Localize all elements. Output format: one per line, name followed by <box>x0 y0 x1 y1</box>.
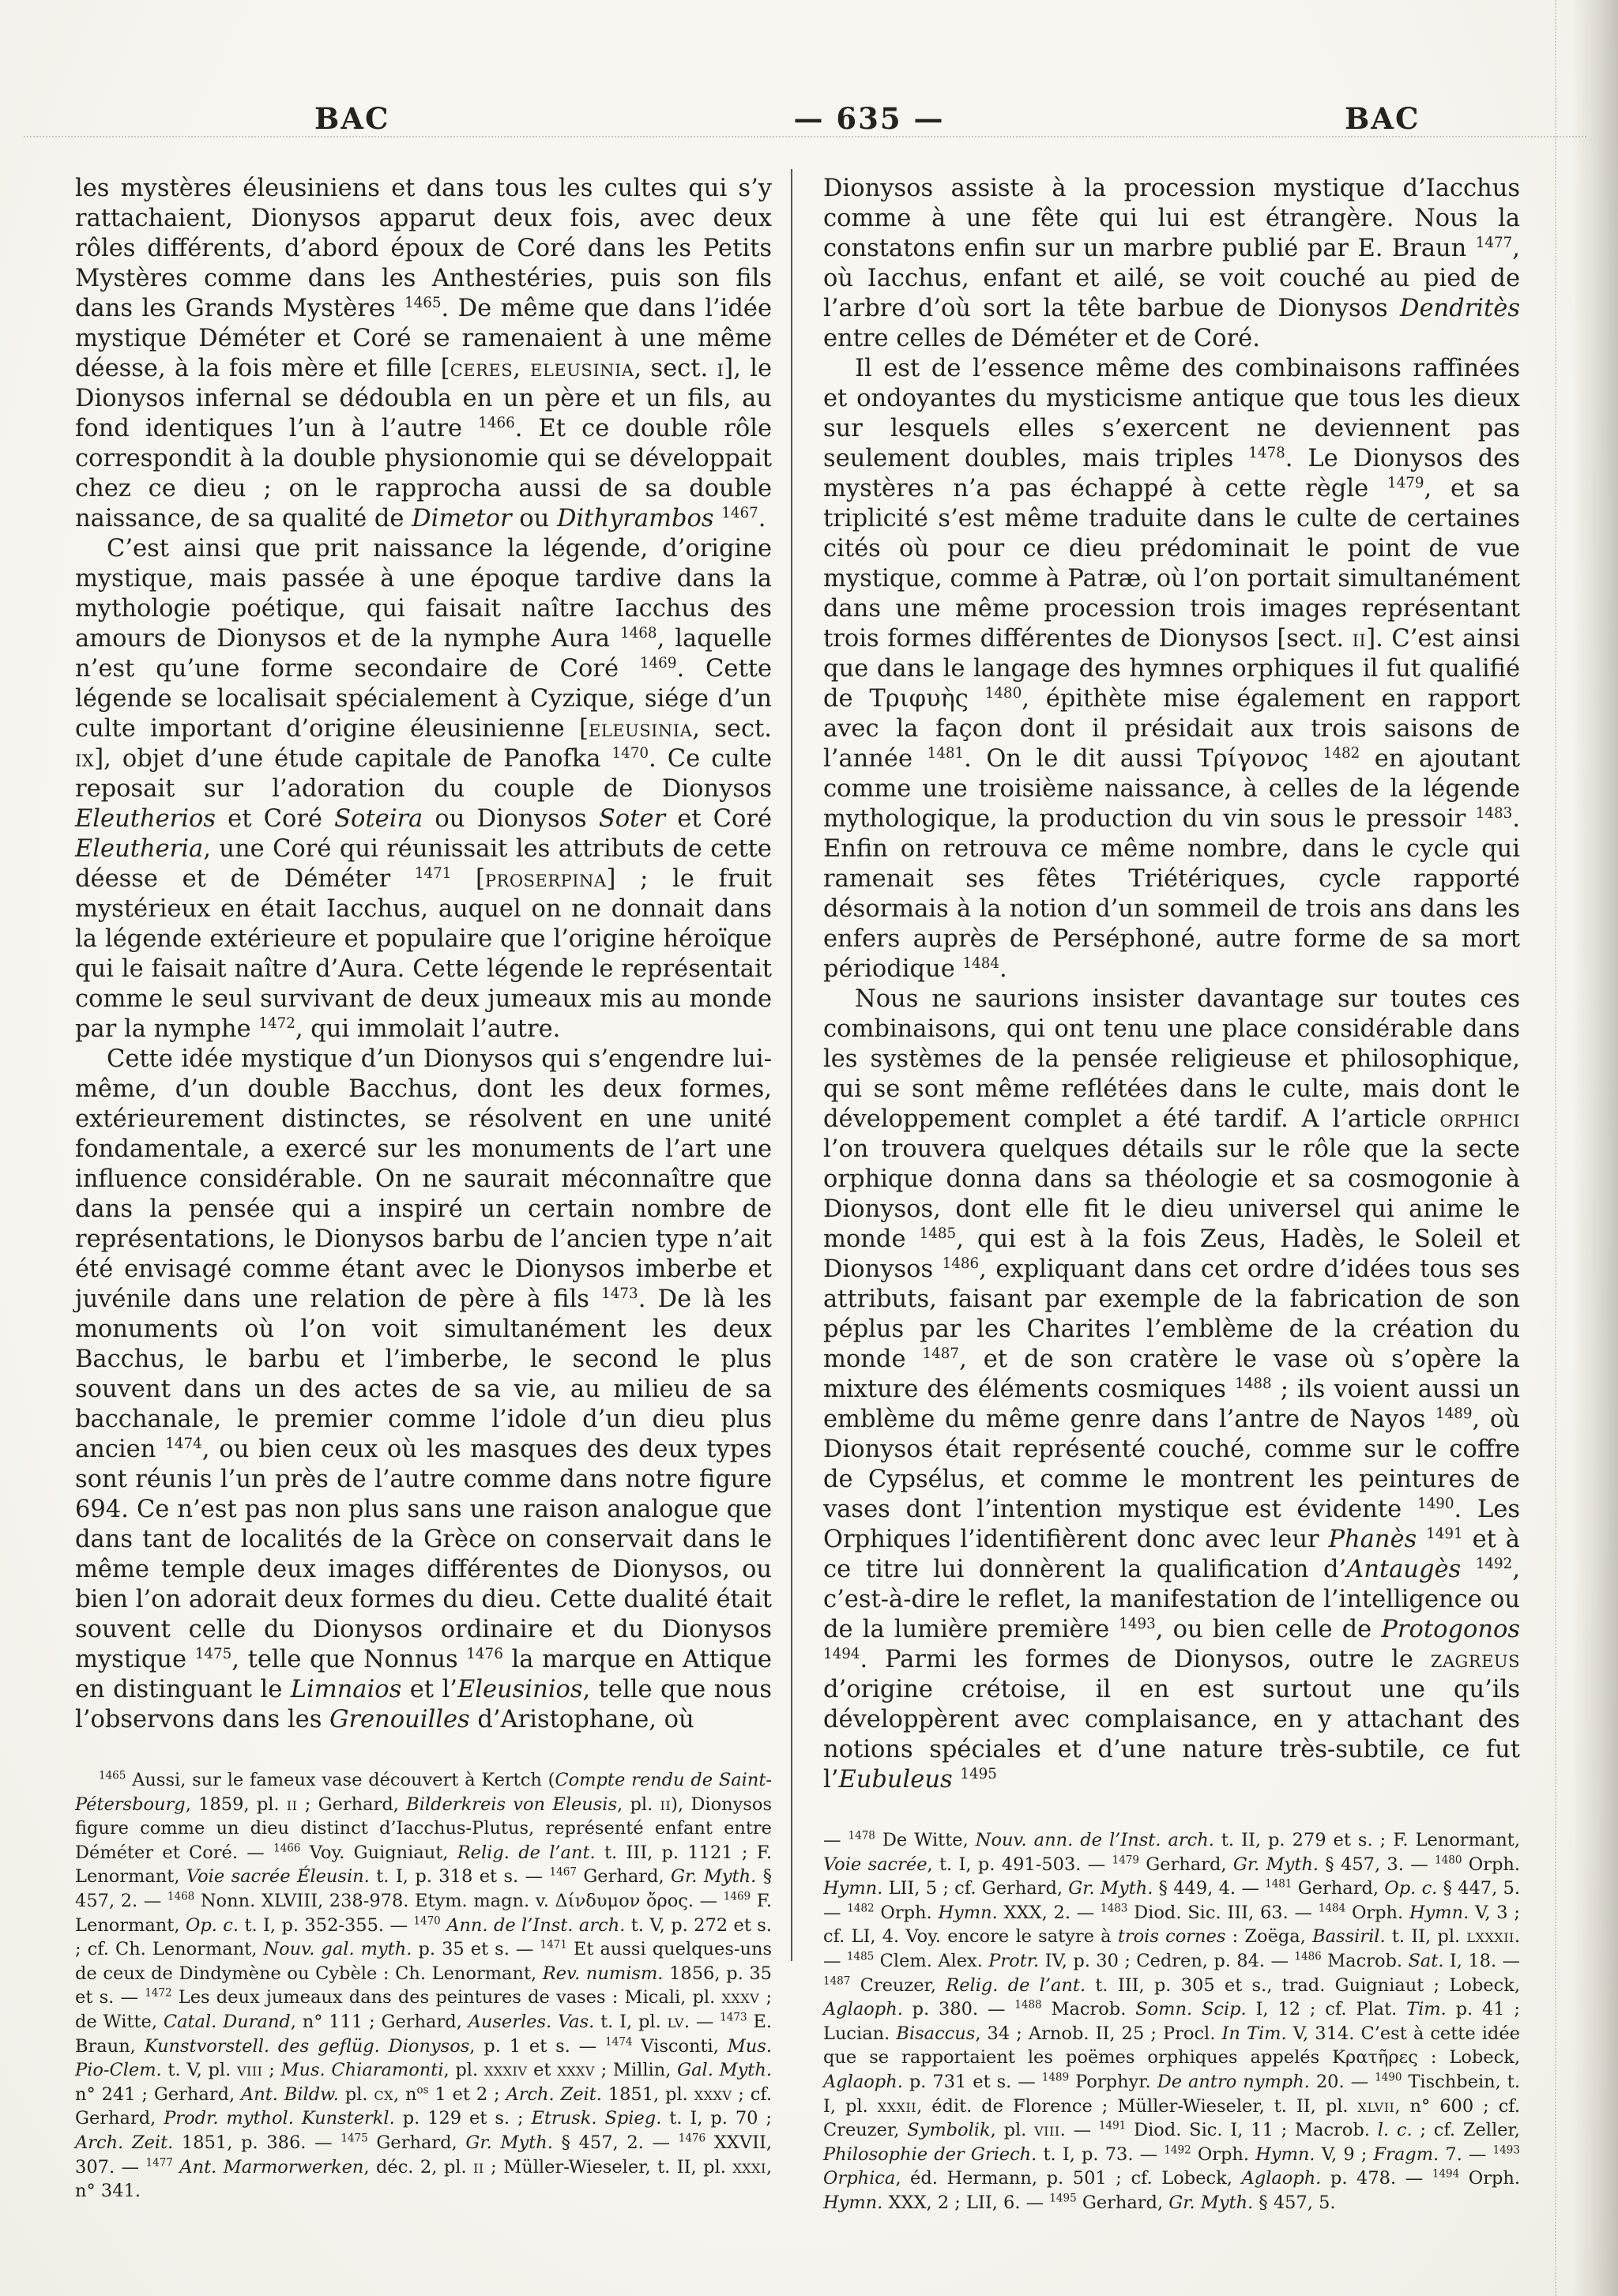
footnotes-left: $^{1465}$ Aussi, sur le fameux vase découvert à Kertch (Compte rendu de Saint-Pétersbourg, 1859, pl. ii ; Gerhard, Bilderkreis von Eleusis, pl. ii), Dionysos figure comme un dieu distinct d’Iacchus-Plutus, représenté enfant entre Déméter et Coré. — $^{1466}$ Voy. Guigniaut, Relig. de l’ant. t. III, p. 1121 ; F. Lenormant, Voie sacrée Éleusin. t. I, p. 318 et s. — $^{1467}$ Gerhard, Gr. Myth. § 457, 2. — $^{1468}$ Nonn. XLVIII, 238-978. Etym. magn. v. Δίνδυμον ὄρος. — $^{1469}$ F. Lenormant, Op. c. t. I, p. 352-355. — $^{1470}$ Ann. de l’Inst. arch. t. V, p. 272 et s. ; cf. Ch. Lenormant, Nouv. gal. myth. p. 35 et s. — $^{1471}$ Et aussi quelques-uns de ceux de Dindymène ou Cybèle : Ch. Lenormant, Rev. numism. 1856, p. 35 et s. — $^{1472}$ Les deux jumeaux dans des peintures de vases : Micali, pl. xxxv ; de Witte, Catal. Durand, n° 111 ; Gerhard, Auserles. Vas. t. I, pl. lv. — $^{1473}$ E. Braun, Kunstvorstell. des geflüg. Dionysos, p. 1 et s. — $^{1474}$ Visconti, Mus. Pio-Clem. t. V, pl. viii ; Mus. Chiaramonti, pl. xxxiv et xxxv ; Millin, Gal. Myth. n° 241 ; Gerhard, Ant. Bildw. pl. cx, $n^{os}$ 1 et 2 ; Arch. Zeit. 1851, pl. xxxv ; cf. Gerhard, Prodr. mythol. Kunsterkl. p. 129 et s. ; Etrusk. Spieg. t. I, p. 70 ; Arch. Zeit. 1851, p. 386. — $^{1475}$ Gerhard, Gr. Myth. § 457, 2. — $^{1476}$ XXVII, 307. — $^{1477}$ Ant. Marmorwerken, déc. 2, pl. ii ; Müller-Wieseler, t. II, pl. xxxi, n° 341. <box>75 1769 773 2202</box>
running-head-left: BAC <box>314 101 390 136</box>
left-column-text <box>75 174 772 1735</box>
paragraph: les mystères éleusiniens et dans tous les cultes qui s’y rattachaient, Dionysos apparut deux fois, avec deux rôles différents, d’abord époux de Coré dans les Petits Mystères comme dans les Anthestéries, puis son fils dans les Grands Mystères $^{1465}$. De même que dans l’idée mystique Déméter et Coré se ramenaient à une même déesse, à la fois mère et fille [ceres, eleusinia, sect. i], le Dionysos infernal se dédoubla en un père et un fils, au fond identiques l’un à l’autre $^{1466}$. Et ce double rôle correspondit à la double physionomie qui se développait chez ce dieu ; on le rapprocha aussi de sa double naissance, de sa qualité de Dimetor ou Dithyrambos $^{1467}$. <box>75 175 773 533</box>
right-column-text <box>823 174 1520 1795</box>
scan-edge-shadow <box>1572 0 1618 2296</box>
paragraph: Cette idée mystique d’un Dionysos qui s’engendre lui-même, d’un double Bacchus, dont les deux formes, extérieurement distinctes, se résolvent en une unité fondamentale, a exercé sur les monuments de l’art une influence considérable. On ne saurait méconnaître que dans la pensée qui a inspiré un certain nombre de représentations, le Dionysos barbu de l’ancien type n’ait été envisagé comme étant avec le Dionysos imberbe et juvénile dans une relation de père à fils $^{1473}$. De là les monuments où l’on voit simultanément les deux Bacchus, le barbu et l’imberbe, le second le plus souvent dans un des actes de sa vie, au milieu de sa bacchanale, le premier comme l’idole d’un dieu plus ancien $^{1474}$, ou bien ceux où les masques des deux types sont réunis l’un près de l’autre comme dans notre figure 694. Ce n’est pas non plus sans une raison analogue que dans tant de localités de la Grèce on conservait dans le même temple deux images différentes de Dionysos, ou bien l’on adorait deux formes du dieu. Cette dualité était souvent celle du Dionysos ordinaire et du Dionysos mystique $^{1475}$, telle que Nonnus $^{1476}$ la marque en Attique en distinguant le Limnaios et l’Eleusinios, telle que nous l’observons dans les Grenouilles d’Aristophane, où <box>75 1045 773 1733</box>
page-number: — 635 — <box>793 101 945 136</box>
right-column <box>823 174 1520 2215</box>
footnotes-right: — $^{1478}$ De Witte, Nouv. ann. de l’Inst. arch. t. II, p. 279 et s. ; F. Lenormant, Voie sacrée, t. I, p. 491-503. — $^{1479}$ Gerhard, Gr. Myth. § 457, 3. — $^{1480}$ Orph. Hymn. LII, 5 ; cf. Gerhard, Gr. Myth. § 449, 4. — $^{1481}$ Gerhard, Op. c. § 447, 5. — $^{1482}$ Orph. Hymn. XXX, 2. — $^{1483}$ Diod. Sic. III, 63. — $^{1484}$ Orph. Hymn. V, 3 ; cf. LI, 4. Voy. encore le satyre à trois cornes : Zoëga, Bassiril. t. II, pl. lxxxii. — $^{1485}$ Clem. Alex. Protr. IV, p. 30 ; Cedren, p. 84. — $^{1486}$ Macrob. Sat. I, 18. — $^{1487}$ Creuzer, Relig. de l’ant. t. III, p. 305 et s., trad. Guigniaut ; Lobeck, Aglaoph. p. 380. — $^{1488}$ Macrob. Somn. Scip. I, 12 ; cf. Plat. Tim. p. 41 ; Lucian. Bisaccus, 34 ; Arnob. II, 25 ; Procl. In Tim. V, 314. C’est à cette idée que se rapportaient les poëmes orphiques appelés Κρατῆρες : Lobeck, Aglaoph. p. 731 et s. — $^{1489}$ Porphyr. De antro nymph. 20. — $^{1490}$ Tischbein, t. I, pl. xxxii, édit. de Florence ; Müller-Wieseler, t. II, pl. xlvii, n° 600 ; cf. Creuzer, Symbolik, pl. viii. — $^{1491}$ Diod. Sic. I, 11 ; Macrob. l. c. ; cf. Zeller, Philosophie der Griech. t. I, p. 73. — $^{1492}$ Orph. Hymn. V, 9 ; Fragm. 7. — $^{1493}$ Orphica, éd. Hermann, p. 501 ; cf. Lobeck, Aglaoph. p. 478. — $^{1494}$ Orph. Hymn. XXX, 2 ; LII, 6. — $^{1495}$ Gerhard, Gr. Myth. § 457, 5. <box>823 1829 1521 2213</box>
paragraph: Nous ne saurions insister davantage sur toutes ces combinaisons, qui ont tenu une place considérable dans les systèmes de la pensée religieuse et philosophique, qui se sont même reflétées dans le culte, mais dont le développement complet a été tardif. A l’article orphici l’on trouvera quelques détails sur le rôle que la secte orphique donna dans sa théologie et sa cosmogonie à Dionysos, dont elle fit le dieu universel qui anime le monde $^{1485}$, qui est à la fois Zeus, Hadès, le Soleil et Dionysos $^{1486}$, expliquant dans cet ordre d’idées tous ses attributs, faisant par exemple de la fabrication de son péplus par les Charites l’emblème de la création du monde $^{1487}$, et de son cratère le vase où s’opère la mixture des éléments cosmiques $^{1488}$ ; ils voient aussi un emblème du même genre dans l’antre de Nayos $^{1489}$, où Dionysos était représenté couché, comme sur le coffre de Cypsélus, et comme le montrent les peintures de vases dont l’intention mystique est évidente $^{1490}$. Les Orphiques l’identifièrent donc avec leur Phanès $^{1491}$ et à ce titre lui donnèrent la qualification d’Antaugès $^{1492}$, c’est-à-dire le reflet, la manifestation de l’intelligence ou de la lumière première $^{1493}$, ou bien celle de Protogonos $^{1494}$. Parmi les formes de Dionysos, outre le zagreus d’origine crétoise, il en est surtout une qu’ils développèrent avec complaisance, en y attachant des notions spéciales et d’une nature très-subtile, ce fut l’Eubuleus $^{1495}$ <box>823 985 1521 1794</box>
paragraph: Dionysos assiste à la procession mystique d’Iacchus comme à une fête qui lui est étrangère. Nous la constatons enfin sur un marbre publié par E. Braun $^{1477}$, où Iacchus, enfant et ailé, se voit couché au pied de l’arbre d’où sort la tête barbue de Dionysos Dendritès entre celles de Déméter et de Coré. <box>823 175 1520 352</box>
column-divider <box>791 169 792 1961</box>
paragraph: C’est ainsi que prit naissance la légende, d’origine mystique, mais passée à une époque tardive dans la mythologie poétique, qui faisait naître Iacchus des amours de Dionysos et de la nymphe Aura $^{1468}$, laquelle n’est qu’une forme secondaire de Coré $^{1469}$. Cette légende se localisait spécialement à Cyzique, siége d’un culte important d’origine éleusinienne [eleusinia, sect. ix], objet d’une étude capitale de Panofka $^{1470}$. Ce culte reposait sur l’adoration du couple de Dionysos Eleutherios et Coré Soteira ou Dionysos Soter et Coré Eleutheria, une Coré qui réunissait les attributs de cette déesse et de Déméter $^{1471}$ [proserpina] ; le fruit mystérieux en était Iacchus, auquel on ne donnait dans la légende extérieure et populaire que l’origine héroïque qui le faisait naître d’Aura. Cette légende le représentait comme le seul survivant de deux jumeaux mis au monde par la nymphe $^{1472}$, qui immolait l’autre. <box>75 535 773 1043</box>
left-column <box>75 174 772 2204</box>
scan-artifact-page-edge-line <box>1555 0 1556 2296</box>
running-head-right: BAC <box>1345 101 1420 136</box>
scan-artifact-header-rule <box>24 136 1586 137</box>
paragraph: Il est de l’essence même des combinaisons raffinées et ondoyantes du mysticisme antique que tous les dieux sur lesquels elles s’exercent ne deviennent pas seulement doubles, mais triples $^{1478}$. Le Dionysos des mystères n’a pas échappé à cette règle $^{1479}$, et sa triplicité s’est même traduite dans le culte de certaines cités où pour ce dieu prédominait le point de vue mystique, comme à Patræ, où l’on portait simultanément dans une même procession trois images représentant trois formes différentes de Dionysos [sect. ii]. C’est ainsi que dans le langage des hymnes orphiques il fut qualifié de Τριφυὴς $^{1480}$, épithète mise également en rapport avec la façon dont il présidait aux trois saisons de l’année $^{1481}$. On le dit aussi Τρίγονος $^{1482}$ en ajoutant comme une troisième naissance, à celles de la légende mythologique, la production du vin sous le pressoir $^{1483}$. Enfin on retrouva ce même nombre, dans le cycle qui ramenait ses fêtes Triétériques, cycle rapporté désormais à la notion d’un sommeil de trois ans dans les enfers auprès de Perséphoné, autre forme de sa mort périodique $^{1484}$. <box>823 355 1521 983</box>
